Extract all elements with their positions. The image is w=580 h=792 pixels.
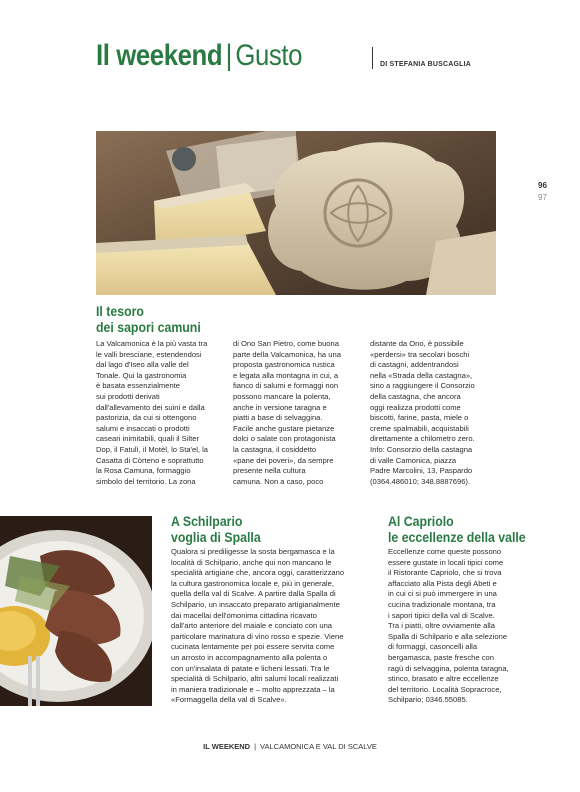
text-line: quella della val di Scalve. A partire dalla Spalla di bbox=[171, 589, 336, 599]
article-title-line: A Schilpario bbox=[171, 513, 243, 529]
text-line: è basata essenzialmente bbox=[96, 381, 181, 391]
text-line: di Ono San Pietro, come buona bbox=[233, 339, 339, 348]
text-line: bergamasca, paste fresche con bbox=[388, 652, 494, 662]
text-line: Schilpario, un insaccato preparato artigianalmente bbox=[171, 599, 340, 609]
article-title-line: le eccellenze della valle bbox=[388, 529, 526, 545]
article-body-column bbox=[96, 339, 208, 487]
text-line: specialità artigiane che, ancora oggi, caratterizzano bbox=[171, 568, 345, 578]
text-line: sui prodotti derivati bbox=[96, 391, 160, 401]
article-body-column bbox=[388, 547, 509, 706]
page-title bbox=[96, 38, 302, 74]
text-line: Eccellenze come queste possono bbox=[388, 547, 502, 556]
text-line: di valle Camonica, piazza bbox=[370, 455, 457, 465]
title-separator: | bbox=[225, 39, 232, 72]
text-line: caseari inimitabili, quali il Silter bbox=[96, 434, 199, 444]
text-line: (0364.486010; 348.8887696). bbox=[370, 476, 471, 486]
text-line: ragù di selvaggina, polenta taragna, bbox=[388, 663, 509, 673]
text-line: anche in versione taragna e bbox=[233, 402, 327, 412]
text-line: dai macellai dell'omonima cittadina ricavato bbox=[171, 610, 317, 620]
plate-illustration bbox=[0, 516, 152, 706]
text-line: Schilpario; 0346.55085. bbox=[388, 695, 468, 705]
text-line: camuna. Non a caso, poco bbox=[233, 476, 324, 486]
text-line: di castagni, addentrandosi bbox=[370, 360, 459, 370]
text-line: salumi e insaccati o prodotti bbox=[96, 423, 190, 433]
article-body-column bbox=[171, 547, 344, 706]
text-line: la cultura gastronomica locale e, più in generale, bbox=[171, 578, 334, 588]
text-line: pastorizia, da cui si ottengono bbox=[96, 413, 197, 423]
text-line: dal lago d'Iseo alla valle del bbox=[96, 360, 189, 370]
text-line: parte della Valcamonica, ha una bbox=[233, 349, 341, 359]
article-title-line: dei sapori camuni bbox=[96, 319, 201, 335]
text-line: Padre Marcolini, 13, Paspardo bbox=[370, 466, 473, 476]
text-line: piatti a base di selvaggina. bbox=[233, 413, 323, 423]
text-line: località di Schilpario, anche qui non mancano le bbox=[171, 557, 332, 567]
text-line: con un'insalata di patate e licheni lessati. Tra le bbox=[171, 663, 330, 673]
cheese-illustration bbox=[96, 131, 496, 295]
page-number-current: 96 bbox=[538, 181, 547, 190]
text-line: affacciato alla Pista degli Abeti e bbox=[388, 578, 497, 588]
text-line: Casatta di Còrteno e soprattutto bbox=[96, 455, 204, 465]
text-line: essere gustate in locali tipici come bbox=[388, 557, 504, 567]
text-line: i sapori tipici della val di Scalve. bbox=[388, 610, 495, 620]
text-line: Facile anche gustare pietanze bbox=[233, 423, 335, 433]
text-line: particolare marinatura di vino rosso e spezie. Viene bbox=[171, 631, 344, 641]
text-line: specialità di Schilpario, altri salumi locali realizzati bbox=[171, 674, 339, 684]
text-line: del territorio. Località Sopracroce, bbox=[388, 684, 502, 694]
text-line: presente nella cultura bbox=[233, 466, 306, 476]
text-line: cucinata lentamente per poi essere servita come bbox=[171, 642, 335, 652]
header-divider bbox=[372, 47, 373, 69]
article-title-tesoro bbox=[96, 303, 201, 335]
text-line: simbolo del territorio. La zona bbox=[96, 476, 196, 486]
text-line: proposta gastronomica rustica bbox=[233, 360, 335, 370]
text-line: Tonale. Qui la gastronomia bbox=[96, 370, 187, 380]
text-line: le valli bresciane, estendendosi bbox=[96, 349, 202, 359]
article-title-schilpario bbox=[171, 513, 261, 545]
section-name: Il weekend bbox=[96, 39, 223, 72]
text-line: Spalla di Schilpario e alla selezione bbox=[388, 631, 508, 641]
text-line: La Valcamonica è la più vasta tra bbox=[96, 339, 208, 348]
text-line: distante da Ono, è possibile bbox=[370, 339, 464, 348]
footer-separator: | bbox=[254, 742, 257, 751]
article-body-column bbox=[370, 339, 475, 487]
text-line: la Rosa Camuna, formaggio bbox=[96, 466, 191, 476]
text-line: di formaggi, casoncelli alla bbox=[388, 642, 478, 652]
page-number-next: 97 bbox=[538, 193, 547, 202]
text-line: un arrosto in accompagnamento alla polenta o bbox=[171, 652, 328, 662]
text-line: dall'allevamento dei suini e dalla bbox=[96, 402, 205, 412]
text-line: dall'arto anteriore del maiale e conciato con una bbox=[171, 621, 333, 631]
topic-name: Gusto bbox=[235, 39, 303, 72]
food-plate-photo bbox=[0, 516, 152, 706]
text-line: Tra i piatti, oltre ovviamente alla bbox=[388, 621, 495, 631]
cheese-photo bbox=[96, 131, 496, 295]
text-line: Qualora si prediligesse la sosta bergamasca e la bbox=[171, 547, 335, 556]
text-line: «Formaggella della val di Scalve». bbox=[171, 695, 287, 705]
text-line: della castagna, che ancora bbox=[370, 391, 461, 401]
text-line: e legata alla montagna in cui, a bbox=[233, 370, 339, 380]
page-footer bbox=[0, 742, 580, 751]
text-line: Info: Consorzio della castagna bbox=[370, 444, 473, 454]
author-byline: DI STEFANIA BUSCAGLIA bbox=[380, 61, 472, 68]
text-line: creme spalmabili, acquistabili bbox=[370, 423, 469, 433]
text-line: «pane dei poveri», da sempre bbox=[233, 455, 334, 465]
text-line: «perdersi» tra secolari boschi bbox=[370, 349, 470, 359]
text-line: la castagna, il cosiddetto bbox=[233, 444, 317, 454]
article-title-line: Il tesoro bbox=[96, 303, 144, 319]
article-body-column bbox=[233, 339, 341, 487]
text-line: direttamente a chilometro zero. bbox=[370, 434, 475, 444]
article-title-line: voglia di Spalla bbox=[171, 529, 261, 545]
text-line: possono mancare la polenta, bbox=[233, 391, 331, 401]
text-line: in maniera tradizionale e – molto apprezzata – la bbox=[171, 684, 335, 694]
text-line: nella «Strada della castagna», bbox=[370, 370, 473, 380]
text-line: in cui ci si può immergere in una bbox=[388, 589, 497, 599]
footer-brand: IL WEEKEND bbox=[203, 742, 251, 751]
text-line: biscotti, farine, pasta, miele o bbox=[370, 413, 469, 423]
footer-section: VALCAMONICA E VAL DI SCALVE bbox=[260, 742, 377, 751]
text-line: fianco di salumi e formaggi non bbox=[233, 381, 339, 391]
article-title-line: Al Capriolo bbox=[388, 513, 454, 529]
text-line: Dop, il Fatulì, il Motèl, lo Sta'el, la bbox=[96, 444, 209, 454]
text-line: cucina tradizionale montana, tra bbox=[388, 599, 496, 609]
text-line: dolci o salate con protagonista bbox=[233, 434, 336, 444]
article-title-capriolo bbox=[388, 513, 526, 545]
text-line: il Ristorante Capriolo, che si trova bbox=[388, 568, 502, 578]
text-line: sino a raggiungere il Consorzio bbox=[370, 381, 475, 391]
text-line: oggi realizza prodotti come bbox=[370, 402, 461, 412]
text-line: stinco, brasato e altre eccellenze bbox=[388, 674, 499, 684]
